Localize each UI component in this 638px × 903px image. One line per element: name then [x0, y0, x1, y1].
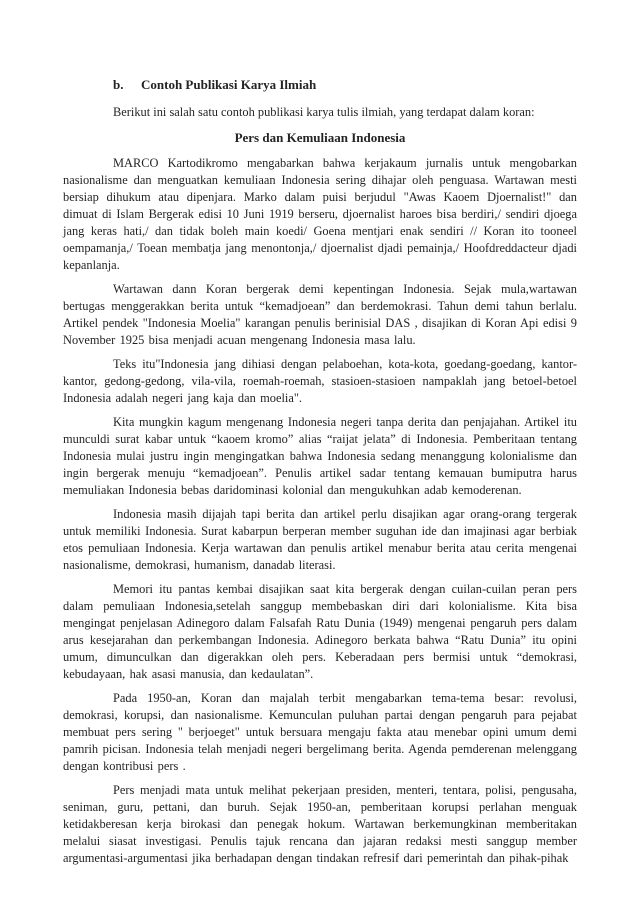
- paragraph-6: Memori itu pantas kembai disajikan saat kita bergerak dengan cuilan-cuilan peran pers dalam pemuliaan Indonesia,setelah sanggup membebaskan diri dari kolonialisme. Kita bisa mengingat penjelasan Adinegoro dalam Falsafah Ratu Dunia (1949) mengenai pengaruh pers dalam arus kesejarahan dan perkembangan Indonesia. Adinegoro berkata bahwa “Ratu Dunia” itu opini umum, dimunculkan dan digerakkan oleh pers. Keberadaan pers bermisi untuk “demokrasi, kebudayaan, hak asasi manusia, dan kedaulatan”.: [63, 582, 577, 681]
- paragraph-8: Pers menjadi mata untuk melihat pekerjaan presiden, menteri, tentara, polisi, pengusaha, seniman, guru, pettani, dan buruh. Sejak 1950-an, pemberitaan korupsi perlahan menguak ketidakberesan kerja birokasi dan penegak hokum. Wartawan berkemungkinan memberitakan melalui siasat investigasi. Penulis tajuk rencana dan jajaran redaksi mesti sanggup member argumentasi-argumentasi jika berhadapan dengan tindakan refresif dari pemerintah dan pihak-pihak: [63, 783, 577, 865]
- paragraph-2: Wartawan dann Koran bergerak demi kepentingan Indonesia. Sejak mula,wartawan bertugas menggerakkan berita untuk “kemadjoean” dan berdemokrasi. Tahun demi tahun berlalu. Artikel pendek "Indonesia Moelia" karangan penulis berinisial DAS , disajikan di Koran Api edisi 9 November 1925 bisa menjadi acuan mengenang Indonesia masa lalu.: [63, 282, 577, 347]
- section-heading-label: b.: [113, 77, 124, 92]
- section-heading-text: Contoh Publikasi Karya Ilmiah: [141, 77, 317, 92]
- section-heading: [63, 76, 577, 93]
- paragraph-5: Indonesia masih dijajah tapi berita dan artikel perlu disajikan agar orang-orang tergerak untuk memiliki Indonesia. Surat kabarpun berperan member suguhan ide dan imajinasi agar berbiak etos pemuliaan Indonesia. Kerja wartawan dan penulis artikel menabur berita atau cerita mengenai nasionalisme, demokrasi, humanism, danadab literasi.: [63, 507, 577, 572]
- intro-paragraph: Berikut ini salah satu contoh publikasi karya tulis ilmiah, yang terdapat dalam koran:: [113, 105, 535, 119]
- article-title: Pers dan Kemuliaan Indonesia: [234, 130, 406, 145]
- document-content: [63, 76, 577, 874]
- paragraph-4: Kita mungkin kagum mengenang Indonesia negeri tanpa derita dan penjajahan. Artikel itu munculdi surat kabar untuk “kaoem kromo” alias “raijat jelata” di Indonesia. Pemberitaan tentang Indonesia mulai justru ingin mengingatkan bahwa Indonesia sedang menanggung kolonialisme dan ingin bergerak menuju “kemadjoean”. Penulis artikel sadar tentang kemauan bumiputra harus memuliakan Indonesia bebas daridominasi kolonial dan mengukuhkan adab kemoderenan.: [63, 415, 577, 497]
- paragraph-3: Teks itu"Indonesia jang dihiasi dengan pelaboehan, kota-kota, goedang-goedang, kantor-kantor, gedong-gedong, vila-vila, roemah-roemah, stasioen-stasioen nampaklah jang betoel-betoel Indonesia adalah negeri jang kaja dan moelia".: [63, 357, 577, 405]
- paragraph-1: MARCO Kartodikromo mengabarkan bahwa kerjakaum jurnalis untuk mengobarkan nasionalisme dan menguatkan kemuliaan Indonesia sering dihajar oleh penguasa. Wartawan mesti bersiap dihukum atau dipenjara. Marko dalam puisi berjudul "Awas Kaoem Djoernalist!" dan dimuat di Islam Bergerak edisi 10 Juni 1919 berseru, djoernalist haroes bisa berdiri,/ sendiri djoega jang keras hati,/ dan tidak boleh main koedi/ Goena mentjari enak sendiri // Koran ito tooneel oempamanja,/ Toean membatja jang menontonja,/ djoernalist djadi pemainja,/ Hoofdreddacteur djadi kepanlanja.: [63, 156, 577, 272]
- paragraph-7: Pada 1950-an, Koran dan majalah terbit mengabarkan tema-tema besar: revolusi, demokrasi, korupsi, dan nasionalisme. Kemunculan puluhan partai dengan pengaruh para pejabat membuat pers sering '' berjoeget" untuk bersuara mengaju fakta atau menebar opini umum demi pamrih picisan. Indonesia telah menjadi negeri bergelimang berita. Agenda pemderenan melenggang dengan kontribusi pers .: [63, 691, 577, 773]
